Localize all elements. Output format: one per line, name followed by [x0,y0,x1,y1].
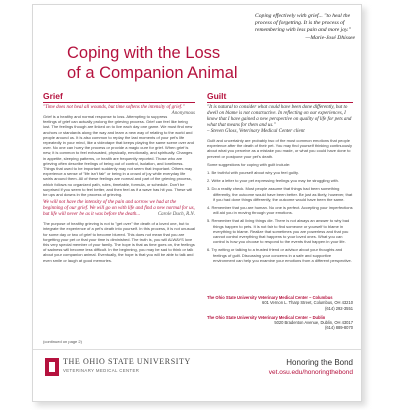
grief-quote-2-by: Carole Duch, R.N. [157,212,195,218]
contact-block [207,295,353,335]
grief-heading: Grief [43,91,63,101]
block-o-logo-icon [45,358,59,376]
contact-name: The Ohio State University Veterinary Medical Center – Columbus [207,295,333,300]
grief-paragraph-2: The purpose of healthy grieving is not to "get over" the death of a loved one, but to integrate the experience of a pet's death into yourself. In this process, it is not unusual for some day or two of grief to become blurred. This does not mean that you are forgetting your pet or that your time is diminished. The truth is, you will ALWAYS love this very special member of your family. The hope is that as time goes on, the feelings of sadness will become less difficult. In the beginning, you may be sad to think or talk about your companion animal. Eventually, the hope is that you will be able to talk and even smile or laugh at good memories. [43,221,195,263]
guilt-rule [207,102,353,103]
guilt-item: 1. Be truthful with yourself about why you feel guilty. [207,170,299,176]
continued-note: (continued on page 2) [43,339,82,344]
contact-address: 601 Vernon L. Tharp Street, Columbus, OH 43210 [262,300,353,306]
footer [33,349,362,402]
title-line-2: of a Companion Animal [67,64,238,82]
guilt-item: 5. Remember that all living things die. There is not always an answer to why bad things happen to pets. It is not fair to find someone or yourself to blame in everything to blame. Realize that sometimes you are powerless and that you cannot control everything that happens to your loved ones. What you can control is how you choose to respond to the events that happen in your life. [207,218,350,245]
grief-paragraph: Grief is a healthy and normal response to loss. Attempting to suppress feelings of grief can actually prolong the grieving process. Grief can feel like being lost. The feelings though are linked on to live each day one game. We must find new anchors or standards along the way and learn a new way of relating to the world and people around us. It is also common to replay the last moments of your pet's life repeatedly in your mind, like a videotape that keeps playing the same scene over and over. No one can hurry the process or provide a magic cure for grief. When grief is new, it is common to feel exhausted, physically, emotionally, and spiritually. Changes in appetite, sleeping patterns, or health are frequently reported. Those who are grieving often describe feelings of being out of control, isolation, and loneliness. Things that used to be important suddenly may not seem that important. Others may experience a sense of "life isn't fair" or being in a crowd of joy while everyday life swirls around them. All of these feelings are normal and part of the grieving process, which follows no organized path, rules, timetable, formula, or schedule. Don't be surprised if you seem to feel better, and then feel as if a wave has hit you. These will be ups and downs in the process of grieving. [43,114,194,198]
unit-name: VETERINARY MEDICAL CENTER [63,368,140,373]
grief-quote-2-text: We will not have the intensity of the pain and sorrow we had at the beginning of our grief. We will go on with life and find a new normal for us, but life will never be as it was before the death... [43,200,195,218]
flyer-page [32,4,362,402]
title-line-1: Coping with the Loss [67,44,221,62]
top-quote-attribution: —Marie-José Dhissee [305,35,355,41]
guilt-paragraph-2: Some suggestions for coping with guilt include: [207,161,291,167]
contact-dublin [207,315,353,331]
grief-quote-text: "Time does not heal all wounds, but time softens the intensity of grief." [43,105,185,110]
guilt-quote-by: – Steven Gloss, Veterinary Medical Center client [207,129,305,134]
contact-phone: (614) 889-8070 [325,325,353,331]
guilt-item: 4. Remember that you are human. No one is perfect. Accepting your imperfections will aid you in moving through your emotions. [207,205,353,216]
guilt-heading: Guilt [207,91,227,101]
guilt-paragraph-1: Guilt and uncertainty are probably two of the most common emotions that people experience after the death of their pet. You may find yourself thinking continuously about what you perceive as a mistake you made, or what you could have done to prevent or postpone your pet's death. [207,138,352,159]
grief-quote [43,105,195,116]
contact-columbus [207,295,353,311]
grief-column [43,105,195,266]
contact-name: The Ohio State University Veterinary Medical Center – Dublin [207,314,326,320]
grief-quote-by: Anonymous [171,111,195,116]
guilt-item: 6. Try writing or talking to a trusted friend or advisor about your thoughts and feelings of guilt. Discussing your concerns in a safe and supportive environment can help you examine your emotions from a different perspective. [207,247,352,263]
university-name: THE OHIO STATE UNIVERSITY [63,357,191,366]
guilt-column [207,105,353,266]
guilt-item: 3. Do a reality check. Most people assume that things had been something differently, the outcome would have been better. Be just as likely, however, that if you had done things differently, the outcome would have been the same. [207,186,353,202]
grief-quote-2 [43,200,195,218]
guilt-quote-text: "It is natural to consider what could have been done differently, but to dwell on blame is not constructive. In reflecting on our experiences, I know that I have gained a new perspective on quality of life for pets and what that means for them and us." [207,105,352,128]
top-quote [255,13,355,42]
top-quote-text: Coping effectively with grief... "to heal the process of forgetting. It is the process of remembering with less pain and more joy." [255,13,351,33]
honoring-the-bond-title: Honoring the Bond [286,358,353,367]
honoring-the-bond-url[interactable]: vet.osu.edu/honoringthebond [268,369,353,376]
guilt-quote [207,105,353,135]
guilt-item: 2. Write a letter to your pet expressing feelings you may be struggling with. [207,178,339,184]
page-title [67,43,238,83]
grief-rule [43,102,195,103]
contact-phone: (614) 292-3551 [325,305,353,311]
contact-address: 5020 Bradenton Avenue, Dublin, OH 43017 [274,320,353,326]
